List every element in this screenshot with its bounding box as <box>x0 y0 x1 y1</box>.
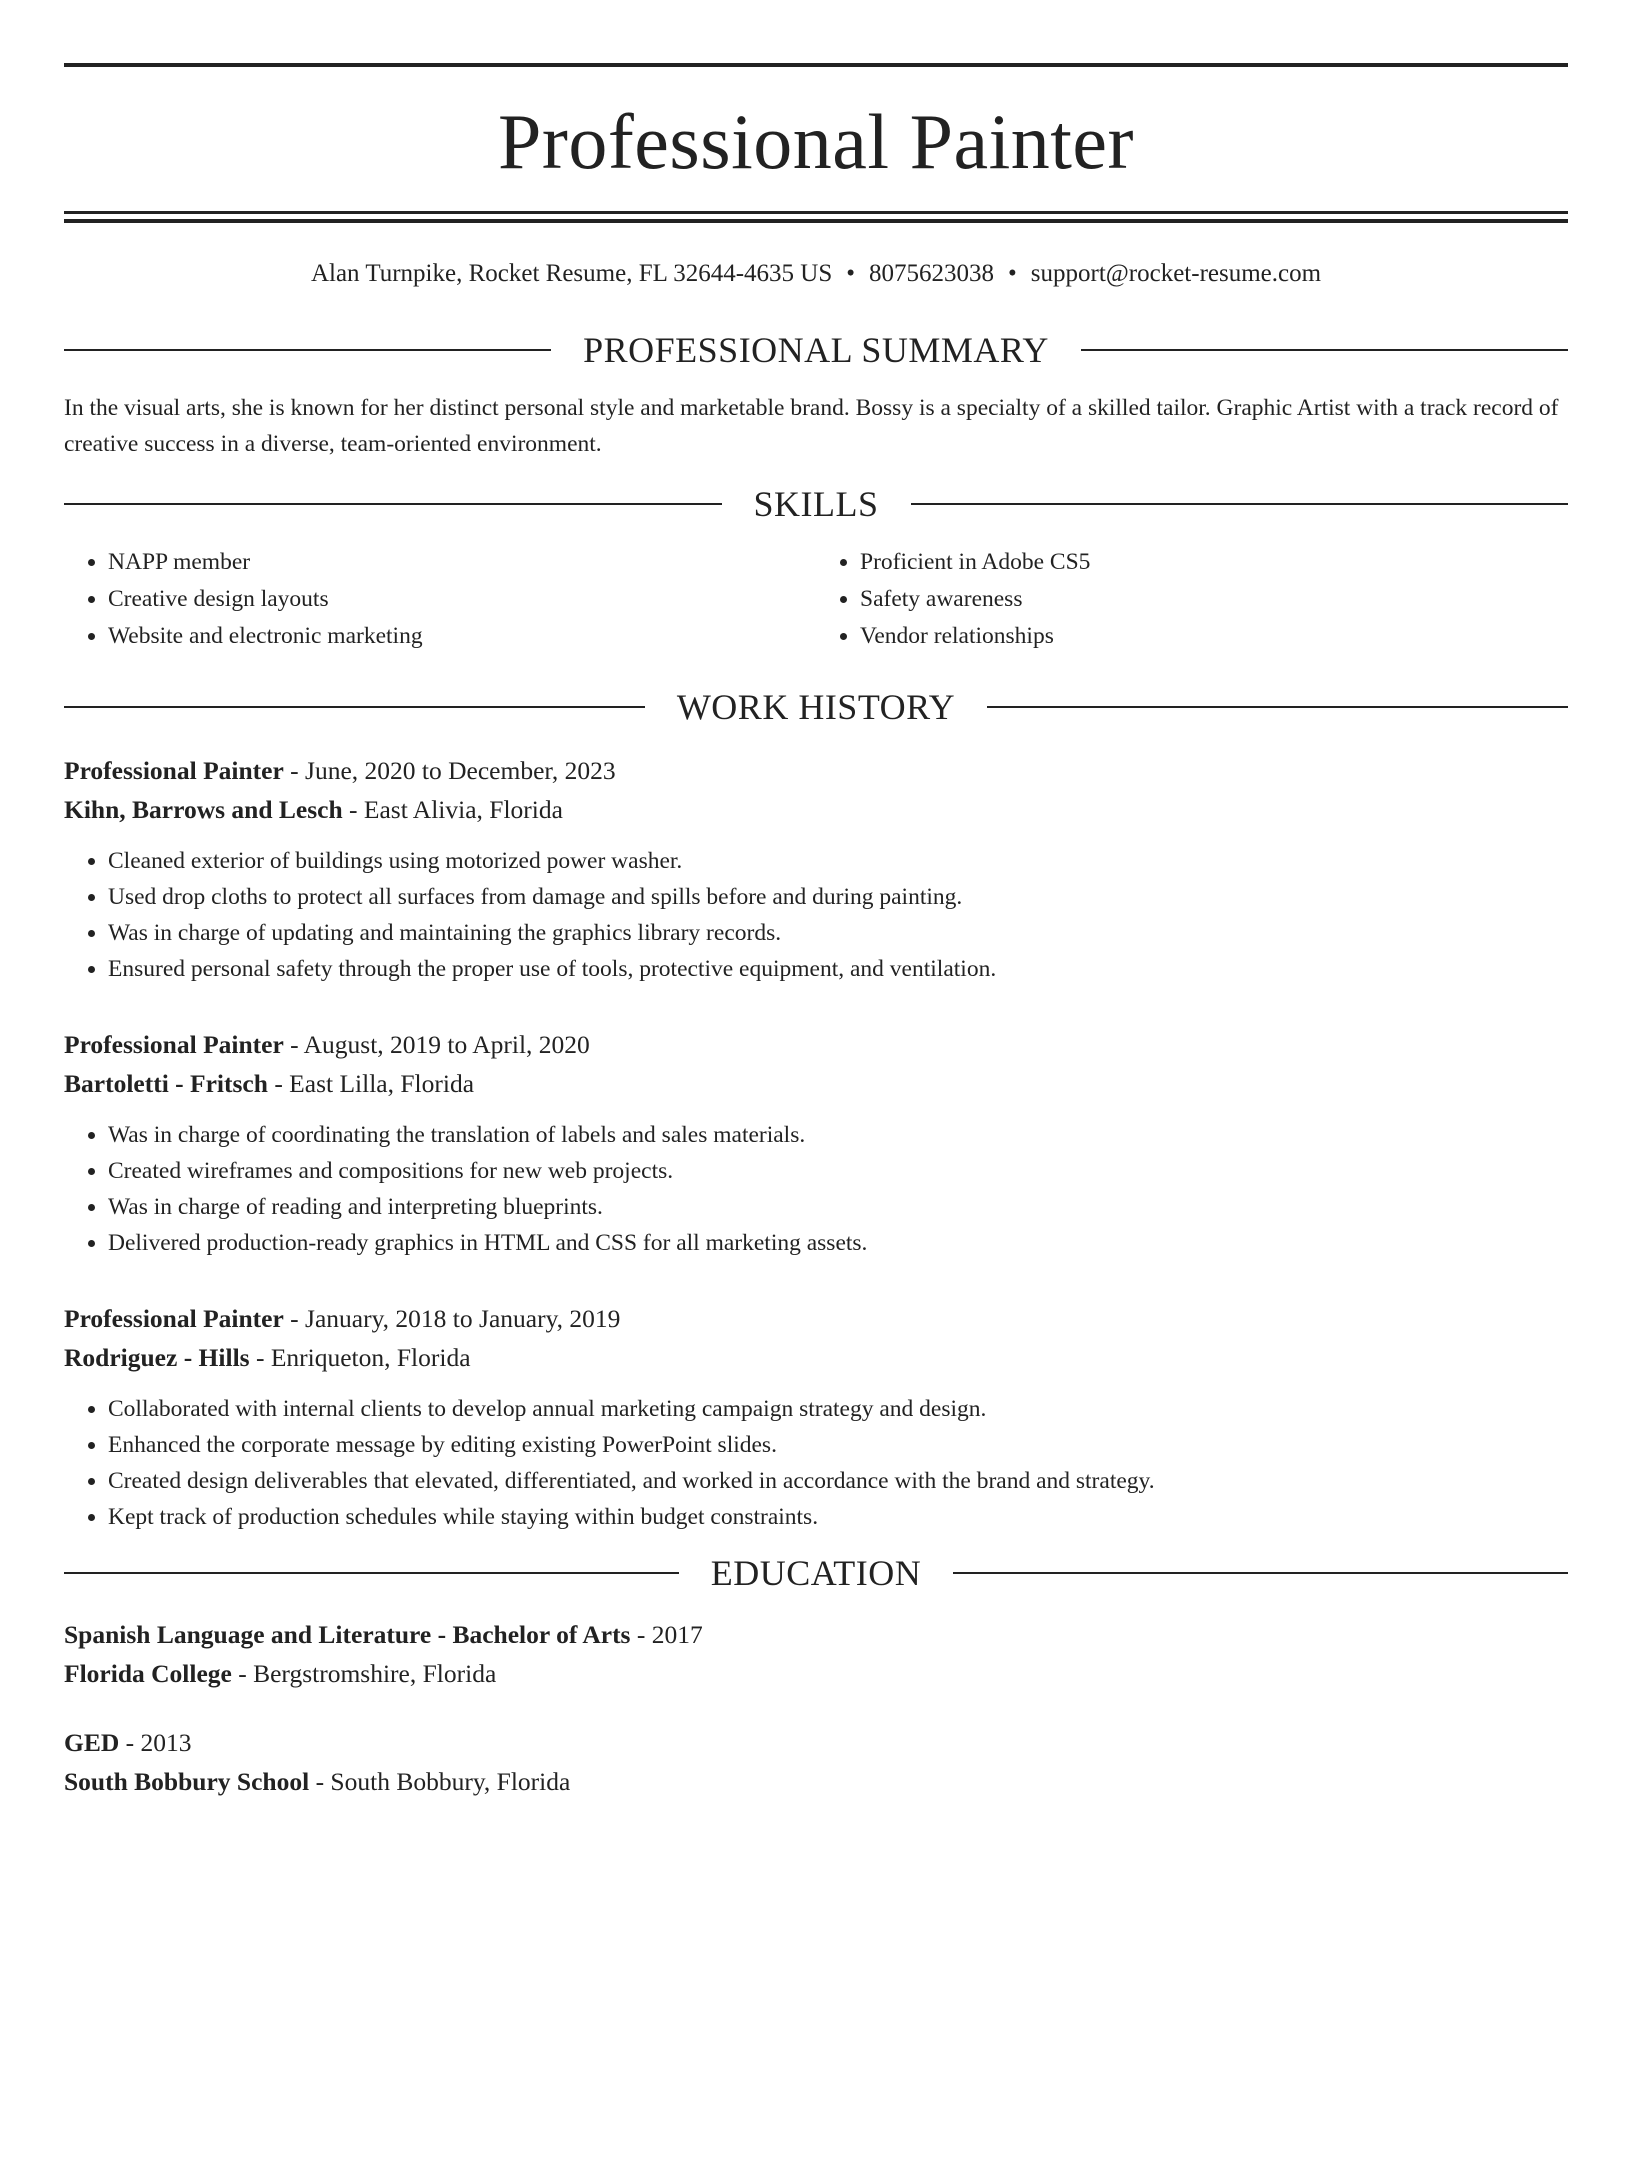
skill-item: • Safety awareness <box>860 581 1568 618</box>
resume-name: Professional Painter <box>497 98 1135 185</box>
job-bullet: • Delivered production-ready graphics in HTML and CSS for all marketing assets. <box>108 1225 1568 1261</box>
section-title: EDUCATION <box>710 1552 922 1593</box>
skill-item: • Website and electronic marketing <box>108 618 816 655</box>
education-location: - Bergstromshire, Florida <box>231 1658 497 1688</box>
job-bullet: • Was in charge of updating and maintaining the graphics library records. <box>108 915 1568 951</box>
job-title: Professional Painter <box>64 755 284 785</box>
contact-address: Alan Turnpike, Rocket Resume, FL 32644-4635 US <box>310 260 833 287</box>
job-entry <box>64 751 1568 987</box>
skills-column-right <box>816 544 1568 655</box>
education-year: - 2017 <box>630 1619 703 1649</box>
contact-separator: • <box>846 260 855 287</box>
heading-rule <box>64 1572 679 1574</box>
heading-rule <box>64 706 645 708</box>
job-bullets <box>64 1117 1568 1261</box>
education-degree: Spanish Language and Literature - Bachelor of Arts <box>64 1619 631 1649</box>
job-dates: - August, 2019 to April, 2020 <box>283 1029 590 1059</box>
heading-rule <box>987 706 1568 708</box>
job-company: Rodriguez - Hills <box>64 1342 250 1372</box>
job-bullet: • Was in charge of coordinating the translation of labels and sales materials. <box>108 1117 1568 1153</box>
job-bullet: • Created design deliverables that elevated, differentiated, and worked in accordance with the brand and strategy. <box>108 1463 1568 1499</box>
section-title: PROFESSIONAL SUMMARY <box>583 330 1049 370</box>
education-section-heading <box>64 1552 1568 1593</box>
job-entry <box>64 1299 1568 1535</box>
heading-rule <box>64 503 722 505</box>
job-bullet: • Was in charge of reading and interpreting blueprints. <box>108 1189 1568 1225</box>
work-section-heading <box>64 686 1568 727</box>
job-bullet: • Used drop cloths to protect all surfaces from damage and spills before and during painting. <box>108 879 1568 915</box>
skill-item: • Creative design layouts <box>108 581 816 618</box>
education-location: - South Bobbury, Florida <box>309 1766 571 1796</box>
job-company: Bartoletti - Fritsch <box>64 1068 268 1098</box>
education-entry <box>64 1615 1568 1693</box>
job-location: - East Lilla, Florida <box>267 1068 475 1098</box>
job-location: - Enriqueton, Florida <box>249 1342 471 1372</box>
job-bullet: • Kept track of production schedules while staying within budget constraints. <box>108 1499 1568 1535</box>
skills-list <box>64 544 1568 655</box>
job-bullet: • Collaborated with internal clients to develop annual marketing campaign strategy and design. <box>108 1391 1568 1427</box>
contact-line <box>64 261 1568 286</box>
summary-section-heading <box>64 332 1568 368</box>
heading-rule <box>953 1572 1568 1574</box>
job-location: - East Alivia, Florida <box>342 794 563 824</box>
job-bullet: • Cleaned exterior of buildings using motorized power washer. <box>108 843 1568 879</box>
heading-rule <box>64 349 551 351</box>
heading-rule <box>911 503 1569 505</box>
contact-separator: • <box>1008 260 1017 287</box>
job-title-line <box>64 1025 1568 1064</box>
skill-item: • Proficient in Adobe CS5 <box>860 544 1568 581</box>
job-bullet: • Created wireframes and compositions for new web projects. <box>108 1153 1568 1189</box>
resume-page <box>0 63 1632 2175</box>
summary-text: In the visual arts, she is known for her distinct personal style and marketable brand. Bossy is a specialty of a skilled tailor. Graphic Artist with a track record of creative success in a diverse, team-oriented environment. <box>64 395 1559 457</box>
education-entry <box>64 1723 1568 1801</box>
job-bullet: • Enhanced the corporate message by editing existing PowerPoint slides. <box>108 1427 1568 1463</box>
job-bullets <box>64 1391 1568 1535</box>
job-company-line <box>64 1064 1568 1103</box>
job-dates: - June, 2020 to December, 2023 <box>283 755 616 785</box>
skills-column-left <box>64 544 816 655</box>
contact-phone: 8075623038 <box>869 260 994 287</box>
education-degree: GED <box>64 1727 120 1757</box>
job-company: Kihn, Barrows and Lesch <box>64 794 343 824</box>
section-title: WORK HISTORY <box>676 686 956 727</box>
education-school: Florida College <box>64 1658 232 1688</box>
job-title-line <box>64 1299 1568 1338</box>
skill-item: • Vendor relationships <box>860 618 1568 655</box>
job-company-line <box>64 790 1568 829</box>
job-bullet: • Ensured personal safety through the proper use of tools, protective equipment, and ventilation. <box>108 951 1568 987</box>
job-company-line <box>64 1338 1568 1377</box>
education-school: South Bobbury School <box>64 1766 310 1796</box>
job-title: Professional Painter <box>64 1303 284 1333</box>
education-degree-line <box>64 1723 1568 1762</box>
contact-email: support@rocket-resume.com <box>1030 260 1322 287</box>
education-school-line <box>64 1762 1568 1801</box>
heading-rule <box>1081 349 1568 351</box>
skills-section-heading <box>64 483 1568 524</box>
section-title: SKILLS <box>753 483 879 524</box>
education-degree-line <box>64 1615 1568 1654</box>
top-rule <box>64 63 1568 67</box>
job-title: Professional Painter <box>64 1029 284 1059</box>
education-school-line <box>64 1654 1568 1693</box>
education-year: - 2013 <box>119 1727 192 1757</box>
job-title-line <box>64 751 1568 790</box>
job-dates: - January, 2018 to January, 2019 <box>283 1303 621 1333</box>
double-rule <box>64 211 1568 223</box>
skill-item: • NAPP member <box>108 544 816 581</box>
job-bullets <box>64 843 1568 987</box>
job-entry <box>64 1025 1568 1261</box>
